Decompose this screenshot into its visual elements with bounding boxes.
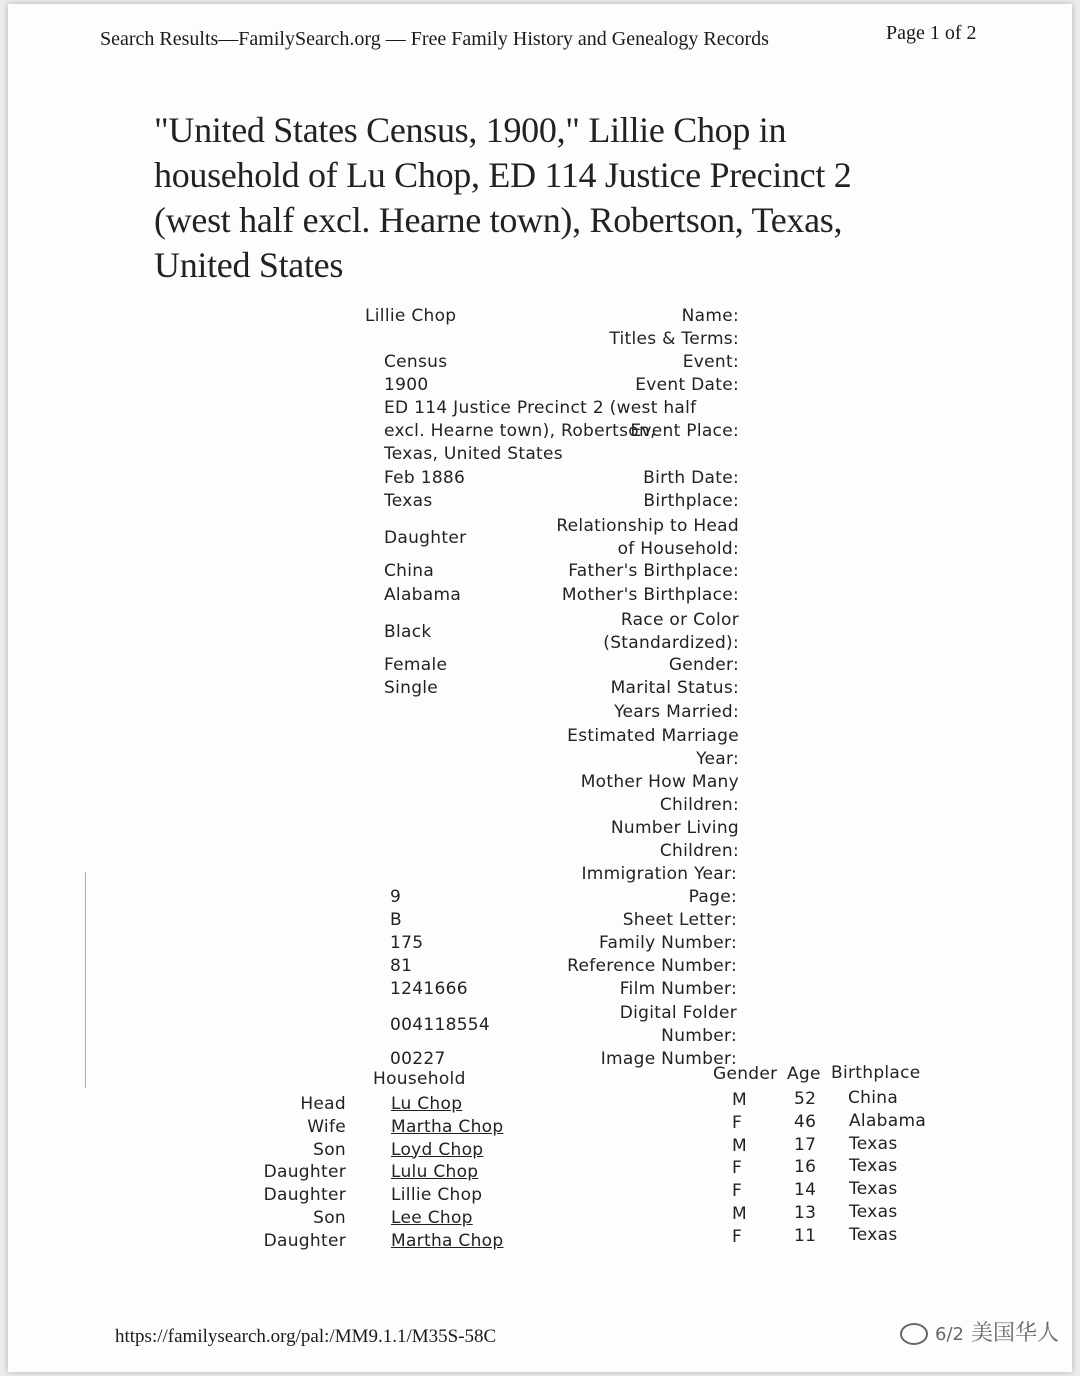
- watermark-text: 美国华人: [970, 1321, 1059, 1346]
- field-label: [567, 955, 737, 978]
- field-label: [581, 771, 739, 817]
- field-value-line: Census: [384, 352, 448, 372]
- field-label-line: Number:: [661, 1026, 737, 1047]
- field-label-line: Event Date:: [635, 375, 739, 395]
- household-age: 17: [794, 1134, 817, 1155]
- field-label: [682, 305, 739, 328]
- field-label-line: Number Living: [610, 818, 739, 838]
- household-birthplace: Texas: [849, 1133, 898, 1154]
- field-value-line: excl. Hearne town), Robertson,: [384, 421, 656, 442]
- wechat-icon: [900, 1323, 928, 1345]
- field-value: [384, 467, 465, 490]
- field-label: [556, 515, 739, 561]
- field-value: [390, 932, 423, 955]
- field-label-line: Sheet Letter:: [622, 910, 737, 930]
- field-value: [384, 677, 438, 700]
- field-value-line: Lillie Chop: [365, 306, 457, 326]
- field-value: [384, 654, 447, 677]
- field-label-line: (Standardized):: [603, 633, 739, 654]
- field-label-line: Event:: [682, 352, 739, 372]
- field-value-line: B: [390, 910, 402, 930]
- field-label-line: Image Number:: [600, 1049, 737, 1069]
- household-age: 16: [794, 1157, 817, 1178]
- household-member-link[interactable]: Lulu Chop: [391, 1162, 479, 1183]
- field-label: [683, 351, 739, 374]
- field-value-line: 1241666: [390, 979, 468, 999]
- household-birthplace: Texas: [849, 1179, 898, 1200]
- field-label-line: Digital Folder: [619, 1003, 737, 1023]
- household-age: 14: [794, 1180, 817, 1201]
- field-value: [365, 305, 456, 328]
- field-label: [669, 654, 739, 677]
- field-label-line: Years Married:: [614, 702, 739, 722]
- field-label: [623, 909, 737, 932]
- field-label: [609, 328, 739, 351]
- field-value-line: 9: [390, 887, 402, 907]
- field-label: [620, 978, 737, 1001]
- field-label-line: Mother How Many: [580, 772, 739, 792]
- household-birthplace: Texas: [849, 1202, 898, 1222]
- field-value-line: 175: [390, 933, 424, 953]
- household-age: 46: [794, 1111, 817, 1132]
- field-label-line: Family Number:: [598, 933, 737, 953]
- record-title-line: "United States Census, 1900," Lillie Chop in: [154, 110, 787, 150]
- household-role: Daughter: [263, 1162, 346, 1183]
- field-label-line: Event Place:: [630, 421, 739, 442]
- field-label: [581, 863, 737, 886]
- field-label: [611, 817, 739, 863]
- field-label-line: of Household:: [617, 539, 739, 560]
- document-page: [8, 4, 1072, 1372]
- field-label-line: Reference Number:: [567, 956, 737, 976]
- household-gender: M: [732, 1204, 747, 1224]
- field-label-line: Page:: [688, 887, 737, 907]
- field-value: [390, 1014, 490, 1037]
- field-label: [567, 725, 739, 771]
- household-member-link[interactable]: Loyd Chop: [391, 1139, 484, 1160]
- household-birthplace: Texas: [849, 1156, 898, 1177]
- household-member-link[interactable]: Martha Chop: [391, 1116, 504, 1137]
- household-birthplace: China: [848, 1088, 899, 1108]
- field-label-line: Immigration Year:: [581, 864, 737, 884]
- record-title-line: (west half excl. Hearne town), Robertson, Texas,: [154, 200, 843, 240]
- field-value: [390, 978, 468, 1001]
- field-value-line: Female: [384, 655, 448, 675]
- field-label-line: Marital Status:: [610, 678, 739, 698]
- household-role: Daughter: [263, 1230, 346, 1251]
- field-label: [643, 467, 739, 490]
- record-title-line: United States: [154, 245, 344, 285]
- field-label: [562, 584, 739, 607]
- household-role: Son: [313, 1139, 346, 1160]
- household-col-birthplace: Birthplace: [831, 1063, 921, 1083]
- field-value: [384, 584, 461, 607]
- field-label-line: Mother's Birthplace:: [561, 585, 739, 605]
- field-value-line: 00227: [390, 1049, 446, 1069]
- household-role: Daughter: [263, 1185, 346, 1206]
- field-label: [643, 490, 739, 513]
- record-title: [154, 108, 954, 288]
- household-role: Wife: [307, 1116, 346, 1137]
- household-role: Head: [300, 1094, 346, 1114]
- field-value: [390, 886, 401, 909]
- field-value-line: 1900: [384, 375, 429, 395]
- field-label-line: Children:: [659, 795, 739, 816]
- household-title: Household: [373, 1069, 466, 1089]
- record-title-line: household of Lu Chop, ED 114 Justice Precinct 2: [154, 155, 852, 195]
- field-value: [390, 955, 412, 978]
- record-url[interactable]: https://familysearch.org/pal:/MM9.1.1/M35S-58C: [115, 1326, 497, 1347]
- field-value: [390, 1048, 446, 1071]
- household-birthplace: Alabama: [849, 1110, 927, 1131]
- field-value: [384, 397, 696, 467]
- field-value-line: 81: [390, 956, 413, 976]
- field-value-line: Alabama: [384, 585, 462, 605]
- field-label-line: Race or Color: [620, 610, 739, 630]
- field-value: [384, 490, 433, 513]
- field-label-line: Relationship to Head: [556, 516, 739, 536]
- field-value-line: 004118554: [390, 1014, 491, 1035]
- field-label-line: Gender:: [668, 655, 739, 675]
- field-label: [599, 932, 737, 955]
- household-gender: F: [732, 1181, 743, 1202]
- household-member-link[interactable]: Martha Chop: [391, 1230, 504, 1251]
- page-header-title: Search Results—FamilySearch.org — Free Family History and Genealogy Records: [100, 28, 769, 50]
- household-col-gender: Gender: [713, 1064, 778, 1084]
- field-label: [635, 374, 739, 397]
- household-member-link[interactable]: Lu Chop: [391, 1094, 463, 1114]
- field-value-line: Feb 1886: [384, 468, 466, 488]
- household-age: 13: [794, 1203, 817, 1223]
- field-value-line: Single: [384, 678, 439, 698]
- field-value: [384, 560, 434, 583]
- field-label-line: Birthplace:: [643, 491, 739, 511]
- household-gender: M: [732, 1090, 747, 1110]
- field-value-line: Black: [384, 621, 432, 642]
- field-value-line: Texas: [384, 491, 433, 511]
- field-label: [620, 1002, 737, 1048]
- field-value: [384, 621, 432, 644]
- field-label-line: Estimated Marriage: [567, 726, 739, 746]
- field-label-line: Film Number:: [619, 979, 737, 999]
- household-gender: F: [732, 1112, 743, 1133]
- field-value: [384, 527, 466, 550]
- watermark: [900, 1316, 1059, 1347]
- field-label: [603, 609, 739, 655]
- field-value-line: China: [384, 561, 435, 581]
- field-label: [611, 677, 739, 700]
- household-member-name: Lillie Chop: [391, 1185, 483, 1206]
- field-label-line: Father's Birthplace:: [568, 561, 739, 581]
- field-value-line: Daughter: [384, 527, 467, 548]
- household-role: Son: [313, 1208, 346, 1228]
- field-label: [568, 560, 739, 583]
- household-age: 52: [794, 1089, 817, 1109]
- margin-line: [85, 872, 86, 1088]
- watermark-page-mark: 6/2: [935, 1324, 964, 1345]
- page-number: Page 1 of 2: [886, 22, 977, 44]
- household-gender: F: [732, 1226, 743, 1247]
- field-label-line: Name:: [681, 306, 739, 326]
- household-col-age: Age: [787, 1064, 821, 1084]
- household-member-link[interactable]: Lee Chop: [391, 1208, 473, 1228]
- field-value-line: Texas, United States: [384, 444, 563, 465]
- field-label-line: Children:: [659, 841, 739, 862]
- household-birthplace: Texas: [849, 1224, 898, 1245]
- household-age: 11: [794, 1225, 817, 1246]
- field-label-line: Birth Date:: [643, 468, 739, 488]
- field-label-line: Year:: [696, 749, 739, 770]
- field-value-line: ED 114 Justice Precinct 2 (west half: [384, 398, 697, 418]
- field-value: [390, 909, 402, 932]
- household-gender: F: [732, 1158, 743, 1179]
- household-gender: M: [732, 1135, 747, 1156]
- field-value: [384, 374, 428, 397]
- field-value: [384, 351, 447, 374]
- field-label-line: Titles & Terms:: [609, 329, 739, 349]
- field-label: [614, 701, 739, 724]
- field-label: [689, 886, 737, 909]
